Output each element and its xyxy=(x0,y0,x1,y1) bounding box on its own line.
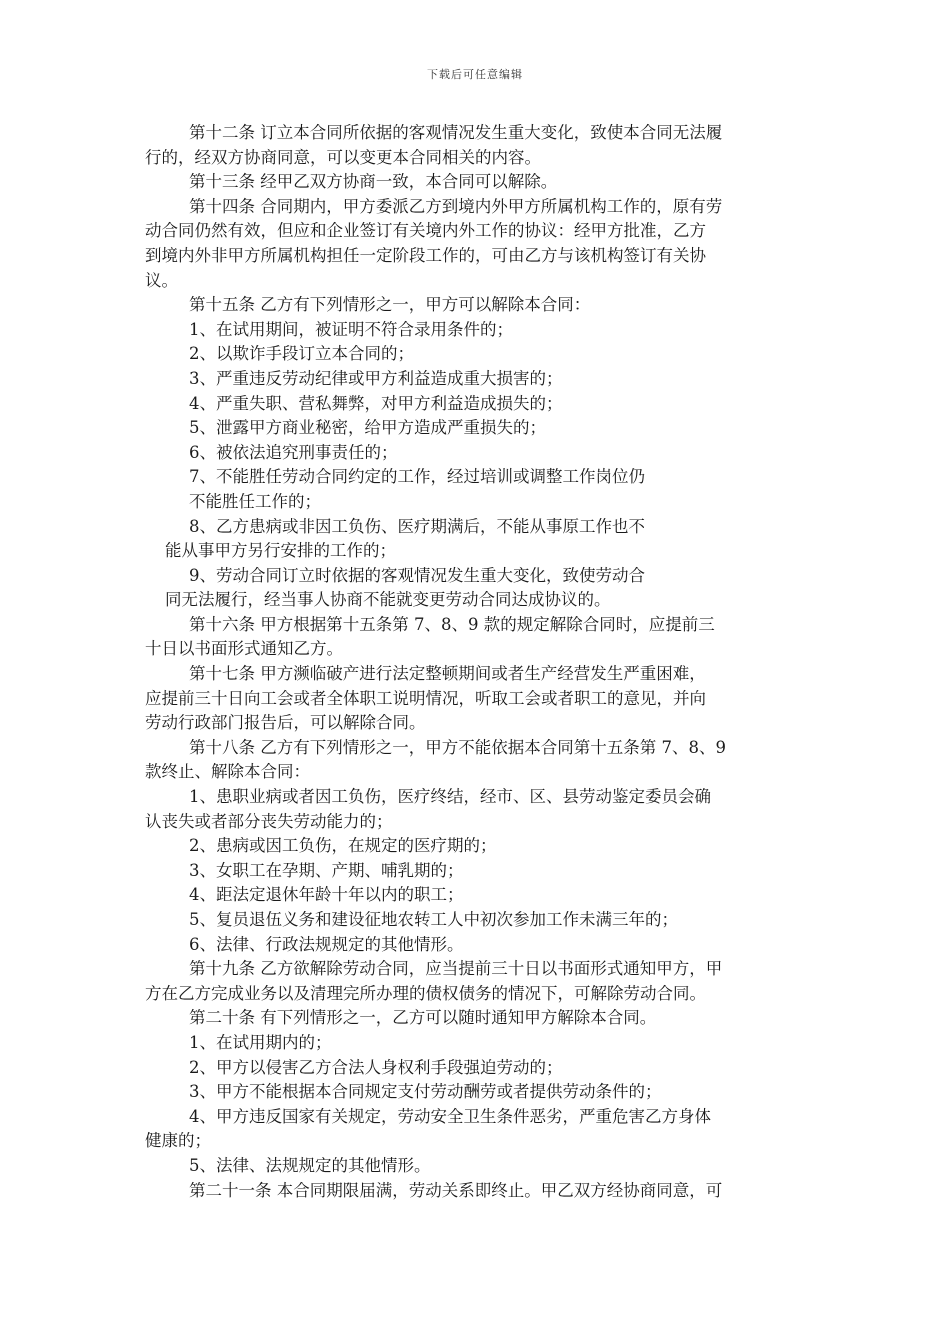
document-line: 2、以欺诈手段订立本合同的； xyxy=(189,344,414,364)
page-header-note: 下载后可任意编辑 xyxy=(427,68,523,81)
document-line: 能从事甲方另行安排的工作的； xyxy=(165,541,396,561)
document-line: 方在乙方完成业务以及清理完所办理的债权债务的情况下，可解除劳动合同。 xyxy=(145,983,706,1003)
document-line: 5、泄露甲方商业秘密，给甲方造成严重损失的； xyxy=(189,418,546,438)
document-line: 劳动行政部门报告后，可以解除合同。 xyxy=(145,713,426,733)
document-line: 第二十条 有下列情形之一，乙方可以随时通知甲方解除本合同。 xyxy=(189,1008,657,1028)
document-line: 3、严重违反劳动纪律或甲方利益造成重大损害的； xyxy=(189,368,563,388)
document-line: 6、被依法追究刑事责任的； xyxy=(189,442,398,462)
document-line: 4、距法定退休年龄十年以内的职工； xyxy=(189,885,464,905)
document-body xyxy=(145,121,805,1203)
document-line: 认丧失或者部分丧失劳动能力的； xyxy=(145,811,393,831)
document-line: 第十六条 甲方根据第十五条第 7、8、9 款的规定解除合同时，应提前三 xyxy=(189,614,715,634)
document-line: 1、患职业病或者因工负伤，医疗终结，经市、区、县劳动鉴定委员会确 xyxy=(189,787,711,807)
document-line: 第十二条 订立本合同所依据的客观情况发生重大变化，致使本合同无法履 xyxy=(189,123,723,142)
document-line: 4、甲方违反国家有关规定，劳动安全卫生条件恶劣，严重危害乙方身体 xyxy=(189,1106,711,1126)
document-line: 第十七条 甲方濒临破产进行法定整顿期间或者生产经营发生严重困难， xyxy=(189,664,706,684)
document-line: 不能胜任工作的； xyxy=(189,491,321,511)
document-line: 2、甲方以侵害乙方合法人身权利手段强迫劳动的； xyxy=(189,1057,563,1077)
document-line: 9、劳动合同订立时依据的客观情况发生重大变化，致使劳动合 xyxy=(189,565,645,585)
document-line: 十日以书面形式通知乙方。 xyxy=(145,639,343,659)
document-line: 3、甲方不能根据本合同规定支付劳动酬劳或者提供劳动条件的； xyxy=(189,1082,662,1102)
document-line: 5、法律、法规规定的其他情形。 xyxy=(189,1155,431,1175)
document-line: 5、复员退伍义务和建设征地农转工人中初次参加工作未满三年的； xyxy=(189,910,678,929)
document-line: 议。 xyxy=(145,270,178,290)
document-line: 6、法律、行政法规规定的其他情形。 xyxy=(189,934,464,954)
document-line: 第十八条 乙方有下列情形之一，甲方不能依据本合同第十五条第 7、8、9 xyxy=(189,737,726,757)
document-line: 2、患病或因工负伤，在规定的医疗期的； xyxy=(189,836,497,856)
document-line: 款终止、解除本合同： xyxy=(145,762,310,782)
document-line: 第二十一条 本合同期限届满，劳动关系即终止。甲乙双方经协商同意，可 xyxy=(189,1180,723,1200)
document-line: 应提前三十日向工会或者全体职工说明情况，听取工会或者职工的意见，并向 xyxy=(145,688,706,708)
document-line: 1、在试用期内的； xyxy=(189,1032,332,1052)
document-line: 第十三条 经甲乙双方协商一致，本合同可以解除。 xyxy=(189,172,558,192)
document-line: 4、严重失职、营私舞弊，对甲方利益造成损失的； xyxy=(189,393,563,413)
document-line: 动合同仍然有效，但应和企业签订有关境内外工作的协议：经甲方批准，乙方 xyxy=(145,221,706,241)
document-line: 7、不能胜任劳动合同约定的工作，经过培训或调整工作岗位仍 xyxy=(189,467,645,487)
document-line: 行的，经双方协商同意，可以变更本合同相关的内容。 xyxy=(145,147,541,167)
document-line: 第十九条 乙方欲解除劳动合同，应当提前三十日以书面形式通知甲方，甲 xyxy=(189,959,723,979)
document-line: 到境内外非甲方所属机构担任一定阶段工作的，可由乙方与该机构签订有关协 xyxy=(145,245,706,265)
document-line: 8、乙方患病或非因工负伤、医疗期满后，不能从事原工作也不 xyxy=(189,516,645,536)
document-line: 健康的； xyxy=(145,1131,211,1151)
document-line: 第十五条 乙方有下列情形之一，甲方可以解除本合同： xyxy=(189,295,591,315)
document-line: 3、女职工在孕期、产期、哺乳期的； xyxy=(189,860,464,880)
document-line: 同无法履行，经当事人协商不能就变更劳动合同达成协议的。 xyxy=(165,590,611,610)
document-line: 1、在试用期间，被证明不符合录用条件的； xyxy=(189,319,513,339)
document-line: 第十四条 合同期内，甲方委派乙方到境内外甲方所属机构工作的，原有劳 xyxy=(189,196,723,216)
